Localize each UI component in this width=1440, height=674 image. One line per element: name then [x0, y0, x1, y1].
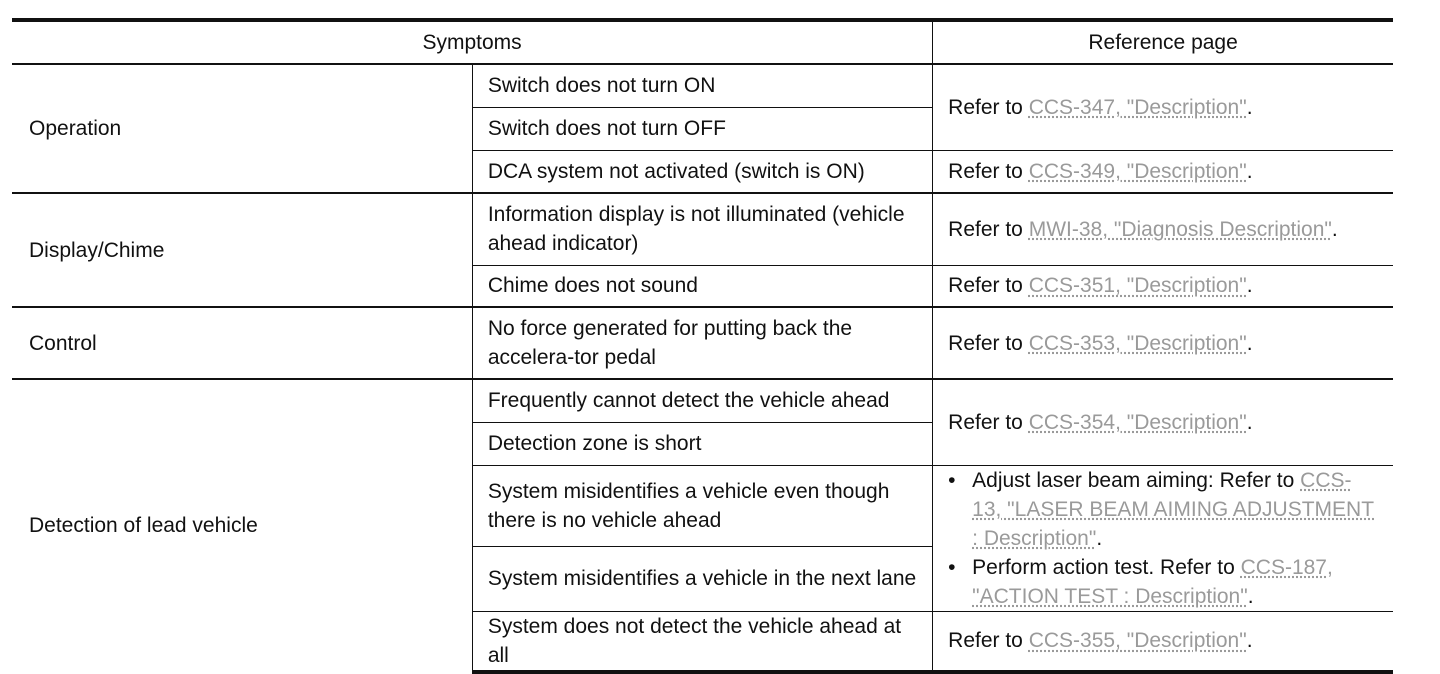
header-row: [12, 20, 1393, 64]
ref-link-ccs-347[interactable]: CCS-347, "Description": [1028, 95, 1247, 119]
period: .: [1331, 217, 1338, 241]
list-item: [948, 466, 1378, 553]
ref-link-ccs-187[interactable]: CCS-187, "ACTION TEST : Description": [972, 555, 1333, 608]
group-control: Control: [12, 307, 472, 379]
period: .: [1246, 159, 1253, 183]
table-row: [12, 64, 1393, 107]
list-item: [948, 553, 1378, 611]
table-row: [12, 193, 1393, 265]
period: .: [1246, 410, 1253, 434]
symptom-cell: No force generated for putting back the accelera-tor pedal: [472, 307, 932, 379]
symptom-cell: Chime does not sound: [472, 265, 932, 307]
symptom-cell: System misidentifies a vehicle in the next lane: [472, 546, 932, 611]
refer-to-text: Refer to: [948, 410, 1023, 434]
refer-to-text: Refer to: [948, 95, 1023, 119]
refer-to-text: Refer to: [948, 159, 1023, 183]
bullet-text: Perform action test. Refer to: [972, 555, 1235, 579]
period: .: [1246, 274, 1253, 298]
symptom-cell: Switch does not turn OFF: [472, 107, 932, 150]
ref-link-ccs-349[interactable]: CCS-349, "Description": [1028, 159, 1247, 183]
reference-header: Reference page: [933, 20, 1393, 64]
symptom-cell: System misidentifies a vehicle even though there is no vehicle ahead: [472, 465, 932, 546]
group-detection: Detection of lead vehicle: [12, 379, 472, 672]
table-row: [12, 307, 1393, 379]
symptom-cell: Frequently cannot detect the vehicle ahead: [472, 379, 932, 422]
symptom-cell: System does not detect the vehicle ahead at all: [472, 611, 932, 672]
reference-list: [948, 466, 1378, 611]
bullet-text: Adjust laser beam aiming: Refer to: [972, 468, 1295, 492]
reference-cell: [933, 379, 1393, 465]
symptom-cell: Switch does not turn ON: [472, 64, 932, 107]
reference-cell: [933, 307, 1393, 379]
refer-to-text: Refer to: [948, 629, 1023, 652]
symptom-cell: Information display is not illuminated (vehicle ahead indicator): [472, 193, 932, 265]
symptom-cell: Detection zone is short: [472, 422, 932, 465]
ref-link-ccs-13[interactable]: CCS-13, "LASER BEAM AIMING ADJUSTMENT : Description": [972, 468, 1375, 550]
bullet: •: [948, 468, 956, 492]
refer-to-text: Refer to: [948, 274, 1023, 298]
reference-cell: [933, 465, 1393, 611]
ref-link-ccs-354[interactable]: CCS-354, "Description": [1028, 410, 1247, 434]
reference-cell: [933, 150, 1393, 193]
symptoms-header: Symptoms: [12, 20, 933, 64]
ref-link-mwi-38[interactable]: MWI-38, "Diagnosis Description": [1028, 217, 1332, 241]
period: .: [1247, 584, 1254, 608]
symptom-cell: DCA system not activated (switch is ON): [472, 150, 932, 193]
ref-link-ccs-351[interactable]: CCS-351, "Description": [1028, 274, 1247, 298]
symptoms-table: [12, 18, 1393, 674]
period: .: [1096, 526, 1103, 550]
group-operation: Operation: [12, 64, 472, 193]
reference-cell: [933, 193, 1393, 265]
reference-cell: [933, 265, 1393, 307]
reference-cell: [933, 611, 1393, 672]
ref-link-ccs-353[interactable]: CCS-353, "Description": [1028, 331, 1247, 355]
period: .: [1246, 629, 1253, 652]
table-row: [12, 379, 1393, 422]
period: .: [1246, 331, 1253, 355]
refer-to-text: Refer to: [948, 217, 1023, 241]
group-display-chime: Display/Chime: [12, 193, 472, 307]
refer-to-text: Refer to: [948, 331, 1023, 355]
reference-cell: [933, 64, 1393, 150]
period: .: [1246, 95, 1253, 119]
ref-link-ccs-355[interactable]: CCS-355, "Description": [1028, 629, 1247, 652]
bullet: •: [948, 555, 956, 579]
